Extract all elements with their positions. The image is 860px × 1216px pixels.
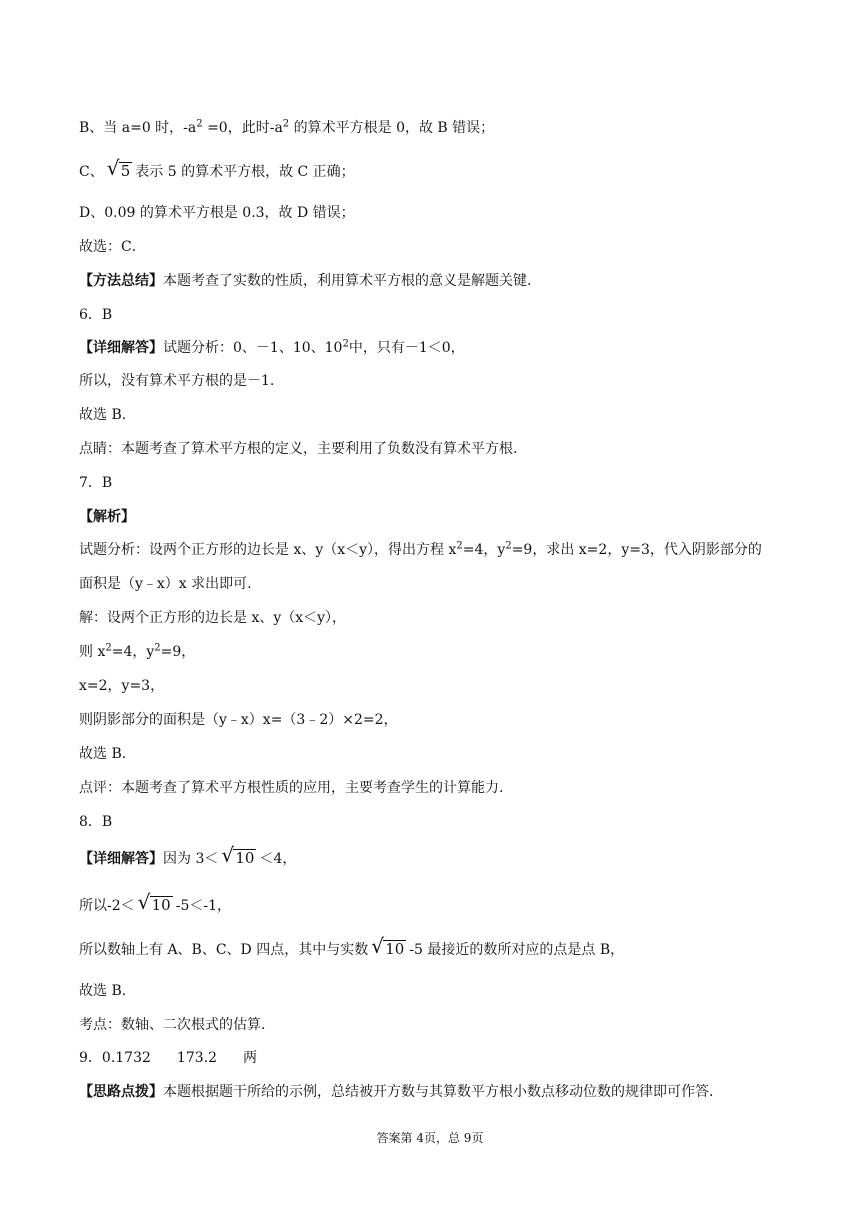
l03: D、0.09 的算术平方根是 0.3，故 D 错误； — [79, 205, 355, 221]
l12: 【解析】 — [79, 509, 135, 525]
l20: 点评：本题考查了算术平方根性质的应用，主要考查学生的计算能力. — [79, 780, 504, 796]
l25: 故选 B. — [79, 983, 127, 999]
l16: 则 $x^2=4$，$y^2=9$， — [79, 642, 196, 660]
l14: 面积是（y﹣x）x 求出即可. — [79, 576, 252, 592]
l10: 点睛：本题考查了算术平方根的定义，主要利用了负数没有算术平方根. — [79, 441, 518, 457]
l11: 7．B — [79, 475, 113, 491]
l17: x=2，y=3， — [79, 678, 165, 694]
l13: 试题分析：设两个正方形的边长是 x、y（x＜y），得出方程 $x^2=4$，$y^2=9$，求出 x=2，y=3，代入阴影部分的 — [79, 540, 762, 558]
l09: 故选 B. — [79, 407, 127, 423]
sqrt-10: √ 10 — [137, 890, 171, 914]
l15: 解：设两个正方形的边长是 x、y（x＜y）， — [79, 610, 347, 626]
l04: 故选：C． — [79, 239, 146, 255]
l21: 8．B — [79, 814, 113, 830]
l23: 所以-2＜ √ 10 -5＜-1， — [79, 890, 232, 914]
sqrt-10: √ 10 — [371, 934, 405, 958]
sqrt-5: √ 5 — [106, 156, 131, 180]
l28: 【思路点拨】本题根据题干所给的示例，总结被开方数与其算数平方根小数点移动位数的规律即可作答. — [79, 1084, 714, 1100]
l22: 【详细解答】因为 3＜ √ 10 ＜4， — [79, 843, 297, 867]
l27: 9．0.1732 173.2 两 — [79, 1050, 257, 1066]
l06: 6．B — [79, 307, 113, 323]
l24: 所以数轴上有 A、B、C、D 四点，其中与实数 √ 10 -5 最接近的数所对应的点是点 B， — [79, 934, 625, 958]
sqrt-10: √ 10 — [221, 843, 255, 867]
page-footer: 答案第 4页，总 9页 — [376, 1131, 484, 1145]
l19: 故选 B. — [79, 746, 127, 762]
l26: 考点：数轴、二次根式的估算. — [79, 1017, 266, 1033]
l01: B、当 a=0 时，$-a^2 =0$，此时$-a^2$ 的算术平方根是 0，故 B 错误； — [79, 118, 495, 136]
l08: 所以，没有算术平方根的是－1. — [79, 373, 275, 389]
l07: 【详细解答】试题分析：0、－1、10、$10^2$中，只有－1＜0， — [79, 338, 465, 356]
l05: 【方法总结】本题考查了实数的性质，利用算术平方根的意义是解题关键. — [79, 273, 532, 289]
l18: 则阴影部分的面积是（y﹣x）x=（3﹣2）×2=2， — [79, 712, 398, 728]
l02: C、 √ 5 表示 5 的算术平方根，故 C 正确； — [79, 156, 355, 180]
